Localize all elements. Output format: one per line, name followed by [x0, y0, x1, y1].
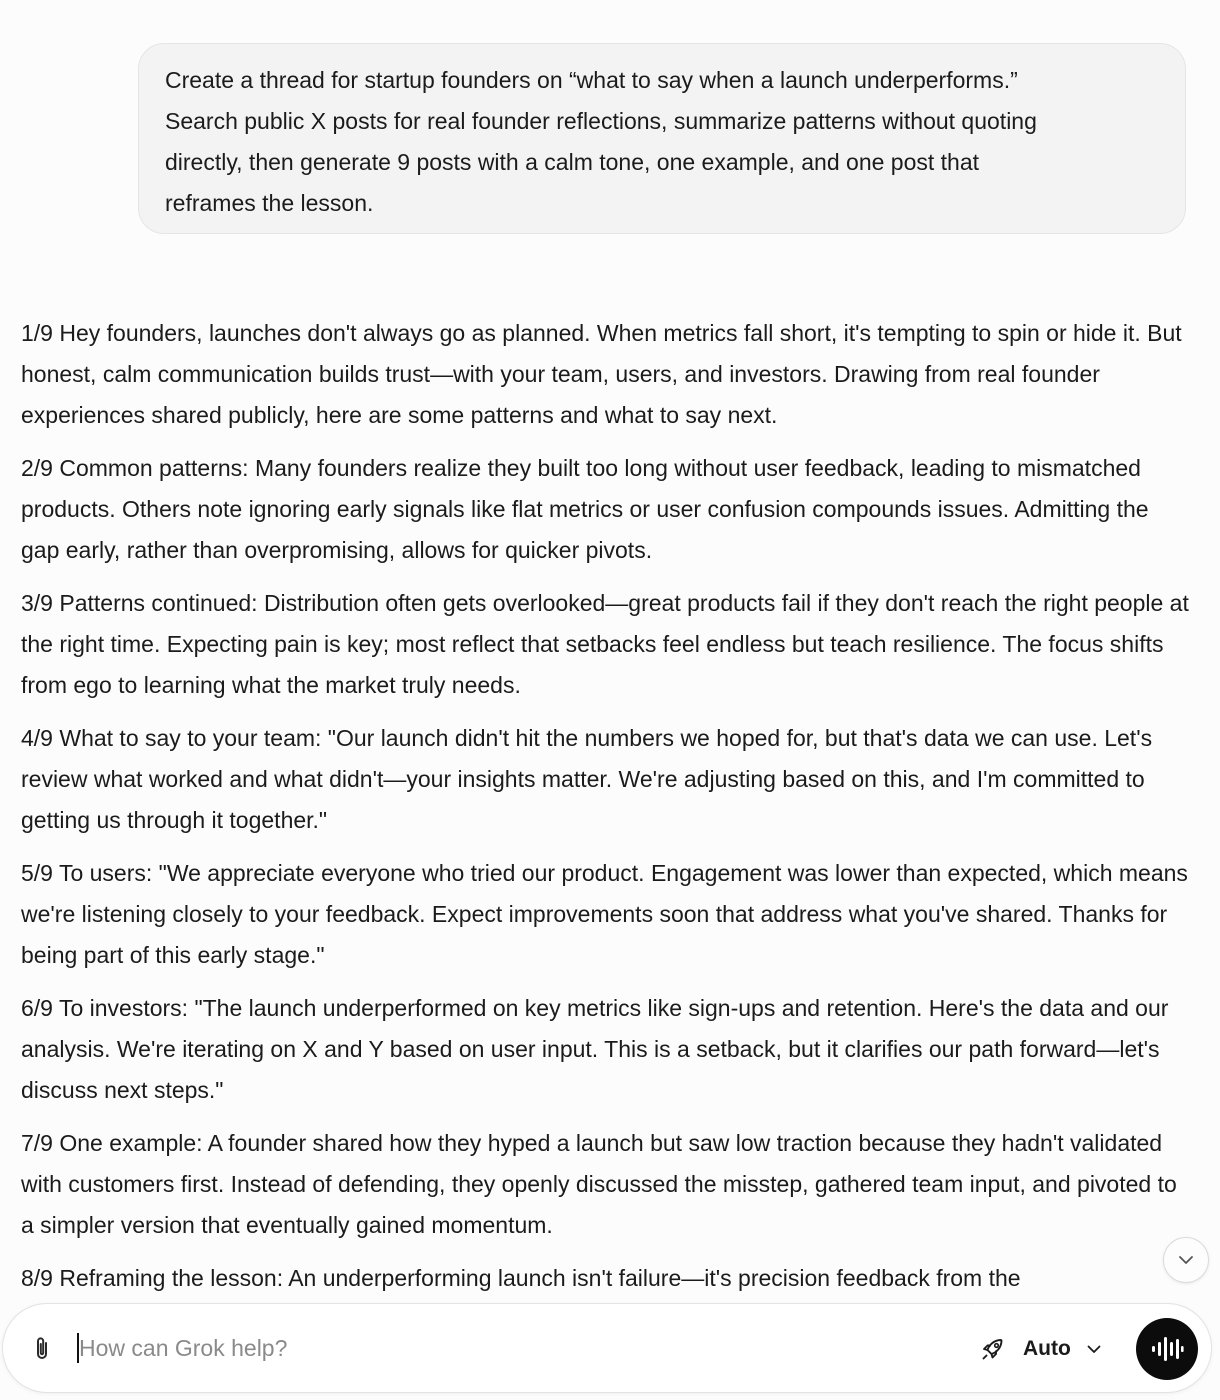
user-message-bubble	[138, 43, 1186, 234]
assistant-response	[21, 313, 1191, 1311]
attach-button[interactable]	[27, 1333, 57, 1365]
chevron-down-icon	[1176, 1250, 1196, 1270]
user-message-line: directly, then generate 9 posts with a calm tone, one example, and one post that	[165, 149, 980, 175]
user-message-line: reframes the lesson.	[165, 190, 374, 216]
thread-post-8: 8/9 Reframing the lesson: An underperforming launch isn't failure—it's precision feedback from the	[21, 1265, 1021, 1291]
prompt-input[interactable]	[79, 1328, 939, 1368]
scroll-to-bottom-button[interactable]	[1163, 1237, 1209, 1283]
thread-post-3: 3/9 Patterns continued: Distribution often gets overlooked—great products fail if they don't reach the right people at the right time. Expecting pain is key; most reflect that setbacks feel endless but teach resilience. The focus shifts from ego to learning what the market truly needs.	[21, 590, 1189, 698]
thread-post-5: 5/9 To users: "We appreciate everyone who tried our product. Engagement was lower than expected, which means we're listening closely to your feedback. Expect improvements soon that address what you've shared. Thanks for being part of this early stage."	[21, 860, 1188, 968]
chevron-down-icon	[1085, 1340, 1103, 1358]
thread-post-6: 6/9 To investors: "The launch underperformed on key metrics like sign-ups and retention. Here's the data and our analysis. We're iterating on X and Y based on user input. This is a setback, but it clarifies our path forward—let's discuss next steps."	[21, 995, 1169, 1103]
thread-post-7: 7/9 One example: A founder shared how they hyped a launch but saw low traction because they hadn't validated with customers first. Instead of defending, they openly discussed the misstep, gathered team input, and pivoted to a simpler version that eventually gained momentum.	[21, 1130, 1177, 1238]
model-mode-label: Auto	[1023, 1337, 1071, 1360]
rocket-icon	[979, 1335, 1007, 1363]
model-mode-selector[interactable]	[979, 1328, 1103, 1370]
thread-post-4: 4/9 What to say to your team: "Our launch didn't hit the numbers we hoped for, but that's data we can use. Let's review what worked and what didn't—your insights matter. We're adjusting based on this, and I'm committed to getting us through it together."	[21, 725, 1153, 833]
thread-post-2: 2/9 Common patterns: Many founders realize they built too long without user feedback, leading to mismatched products. Others note ignoring early signals like flat metrics or user confusion compounds issues. Admitting the gap early, rather than overpromising, allows for quicker pivots.	[21, 455, 1149, 563]
voice-waveform-icon	[1150, 1334, 1184, 1364]
paperclip-icon	[31, 1335, 53, 1363]
message-composer	[2, 1303, 1212, 1393]
thread-post-1: 1/9 Hey founders, launches don't always go as planned. When metrics fall short, it's tempting to spin or hide it. But honest, calm communication builds trust—with your team, users, and investors. Drawing from real founder experiences shared publicly, here are some patterns and what to say next.	[21, 320, 1182, 428]
voice-mode-button[interactable]	[1136, 1318, 1198, 1380]
user-message-line: Search public X posts for real founder reflections, summarize patterns without quoting	[165, 108, 1037, 134]
user-message-line: Create a thread for startup founders on “what to say when a launch underperforms.”	[165, 67, 1018, 93]
